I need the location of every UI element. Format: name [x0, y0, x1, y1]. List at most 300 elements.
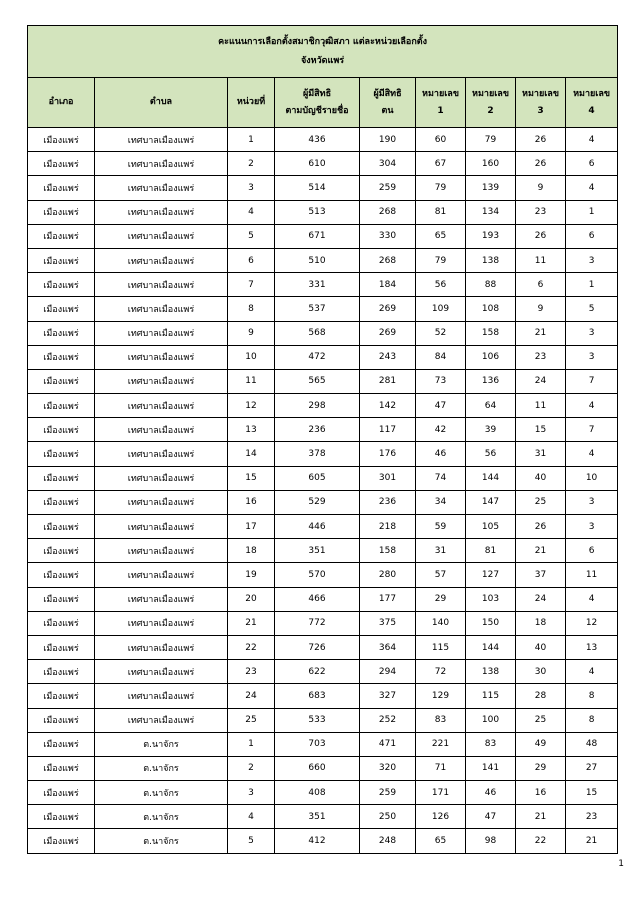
header-no-4-line-1: หมายเลข	[573, 88, 611, 99]
cell-unit: 3	[228, 781, 275, 805]
cell-no-2: 158	[466, 321, 516, 345]
table-row	[28, 321, 618, 345]
cell-voters: 269	[360, 321, 416, 345]
cell-no-1: 60	[416, 128, 466, 152]
cell-no-2: 115	[466, 684, 516, 708]
cell-voters: 117	[360, 418, 416, 442]
cell-no-4: 10	[566, 466, 618, 490]
cell-no-4: 13	[566, 635, 618, 659]
cell-no-3: 25	[516, 708, 566, 732]
cell-no-3: 16	[516, 781, 566, 805]
cell-amphoe: เมืองแพร่	[28, 539, 95, 563]
cell-voters: 320	[360, 756, 416, 780]
cell-tambon: เทศบาลเมืองแพร่	[95, 418, 228, 442]
cell-no-3: 9	[516, 176, 566, 200]
table-row	[28, 563, 618, 587]
cell-no-4: 4	[566, 660, 618, 684]
cell-amphoe: เมืองแพร่	[28, 152, 95, 176]
cell-tambon: เทศบาลเมืองแพร่	[95, 466, 228, 490]
cell-registered: 466	[275, 587, 360, 611]
cell-amphoe: เมืองแพร่	[28, 611, 95, 635]
cell-amphoe: เมืองแพร่	[28, 490, 95, 514]
cell-no-1: 115	[416, 635, 466, 659]
cell-no-1: 52	[416, 321, 466, 345]
cell-tambon: เทศบาลเมืองแพร่	[95, 248, 228, 272]
cell-unit: 3	[228, 176, 275, 200]
cell-amphoe: เมืองแพร่	[28, 708, 95, 732]
cell-unit: 19	[228, 563, 275, 587]
table-row	[28, 490, 618, 514]
cell-registered: 236	[275, 418, 360, 442]
cell-no-4: 27	[566, 756, 618, 780]
cell-no-2: 160	[466, 152, 516, 176]
cell-amphoe: เมืองแพร่	[28, 224, 95, 248]
cell-no-1: 83	[416, 708, 466, 732]
cell-no-2: 127	[466, 563, 516, 587]
cell-no-2: 139	[466, 176, 516, 200]
cell-no-4: 7	[566, 369, 618, 393]
cell-no-3: 21	[516, 805, 566, 829]
column-header-row	[28, 78, 618, 128]
cell-no-1: 171	[416, 781, 466, 805]
cell-no-2: 46	[466, 781, 516, 805]
cell-no-3: 11	[516, 248, 566, 272]
cell-tambon: ต.นาจักร	[95, 756, 228, 780]
cell-unit: 4	[228, 200, 275, 224]
table-row	[28, 248, 618, 272]
cell-voters: 158	[360, 539, 416, 563]
cell-no-3: 23	[516, 345, 566, 369]
cell-no-2: 144	[466, 466, 516, 490]
cell-amphoe: เมืองแพร่	[28, 781, 95, 805]
cell-no-3: 6	[516, 273, 566, 297]
cell-no-4: 4	[566, 442, 618, 466]
cell-no-2: 103	[466, 587, 516, 611]
cell-tambon: เทศบาลเมืองแพร่	[95, 152, 228, 176]
cell-tambon: เทศบาลเมืองแพร่	[95, 635, 228, 659]
cell-registered: 605	[275, 466, 360, 490]
cell-tambon: เทศบาลเมืองแพร่	[95, 345, 228, 369]
cell-tambon: เทศบาลเมืองแพร่	[95, 176, 228, 200]
cell-registered: 513	[275, 200, 360, 224]
cell-tambon: เทศบาลเมืองแพร่	[95, 369, 228, 393]
table-row	[28, 466, 618, 490]
header-no-2	[466, 78, 516, 128]
cell-registered: 298	[275, 394, 360, 418]
cell-voters: 252	[360, 708, 416, 732]
cell-no-2: 106	[466, 345, 516, 369]
cell-no-3: 24	[516, 369, 566, 393]
cell-no-1: 72	[416, 660, 466, 684]
cell-no-1: 46	[416, 442, 466, 466]
cell-no-4: 5	[566, 297, 618, 321]
cell-no-3: 49	[516, 732, 566, 756]
cell-unit: 23	[228, 660, 275, 684]
cell-registered: 412	[275, 829, 360, 853]
cell-no-3: 37	[516, 563, 566, 587]
cell-no-4: 7	[566, 418, 618, 442]
title-line-1: คะแนนการเลือกตั้งสมาชิกวุฒิสภา แต่ละหน่วยเลือกตั้ง	[218, 36, 428, 47]
cell-no-4: 3	[566, 515, 618, 539]
cell-no-1: 109	[416, 297, 466, 321]
cell-voters: 364	[360, 635, 416, 659]
cell-unit: 24	[228, 684, 275, 708]
cell-voters: 218	[360, 515, 416, 539]
cell-no-4: 12	[566, 611, 618, 635]
table-row	[28, 539, 618, 563]
cell-no-2: 81	[466, 539, 516, 563]
cell-no-4: 23	[566, 805, 618, 829]
cell-amphoe: เมืองแพร่	[28, 805, 95, 829]
cell-unit: 2	[228, 756, 275, 780]
header-unit: หน่วยที่	[228, 78, 275, 128]
cell-no-1: 57	[416, 563, 466, 587]
cell-voters: 281	[360, 369, 416, 393]
cell-tambon: เทศบาลเมืองแพร่	[95, 321, 228, 345]
cell-no-2: 83	[466, 732, 516, 756]
cell-no-4: 6	[566, 539, 618, 563]
cell-no-4: 3	[566, 248, 618, 272]
cell-amphoe: เมืองแพร่	[28, 684, 95, 708]
cell-no-3: 26	[516, 515, 566, 539]
cell-no-4: 6	[566, 224, 618, 248]
header-registered-line-1: ผู้มีสิทธิ	[302, 88, 332, 99]
cell-no-2: 98	[466, 829, 516, 853]
cell-no-4: 4	[566, 587, 618, 611]
cell-unit: 8	[228, 297, 275, 321]
header-registered-line-2: ตามบัญชีรายชื่อ	[285, 105, 349, 116]
cell-voters: 268	[360, 200, 416, 224]
cell-amphoe: เมืองแพร่	[28, 297, 95, 321]
table-row	[28, 418, 618, 442]
cell-no-3: 15	[516, 418, 566, 442]
cell-unit: 25	[228, 708, 275, 732]
cell-no-1: 81	[416, 200, 466, 224]
cell-registered: 351	[275, 539, 360, 563]
cell-tambon: เทศบาลเมืองแพร่	[95, 539, 228, 563]
cell-tambon: เทศบาลเมืองแพร่	[95, 587, 228, 611]
table-row	[28, 635, 618, 659]
cell-registered: 703	[275, 732, 360, 756]
cell-tambon: เทศบาลเมืองแพร่	[95, 128, 228, 152]
title-line-2: จังหวัดแพร่	[301, 55, 345, 66]
cell-voters: 259	[360, 781, 416, 805]
cell-registered: 622	[275, 660, 360, 684]
cell-voters: 330	[360, 224, 416, 248]
cell-no-3: 11	[516, 394, 566, 418]
cell-unit: 1	[228, 128, 275, 152]
cell-no-4: 8	[566, 708, 618, 732]
cell-amphoe: เมืองแพร่	[28, 756, 95, 780]
cell-tambon: เทศบาลเมืองแพร่	[95, 442, 228, 466]
cell-registered: 529	[275, 490, 360, 514]
table-row	[28, 297, 618, 321]
cell-voters: 176	[360, 442, 416, 466]
header-voters-line-2: ตน	[381, 105, 394, 116]
cell-unit: 17	[228, 515, 275, 539]
cell-registered: 568	[275, 321, 360, 345]
cell-no-1: 79	[416, 176, 466, 200]
cell-no-1: 84	[416, 345, 466, 369]
cell-no-2: 147	[466, 490, 516, 514]
cell-voters: 248	[360, 829, 416, 853]
header-voters-line-1: ผู้มีสิทธิ	[373, 88, 402, 99]
cell-registered: 537	[275, 297, 360, 321]
cell-amphoe: เมืองแพร่	[28, 369, 95, 393]
cell-no-2: 39	[466, 418, 516, 442]
cell-no-2: 56	[466, 442, 516, 466]
cell-unit: 20	[228, 587, 275, 611]
cell-tambon: เทศบาลเมืองแพร่	[95, 611, 228, 635]
cell-unit: 6	[228, 248, 275, 272]
cell-tambon: เทศบาลเมืองแพร่	[95, 515, 228, 539]
cell-no-3: 9	[516, 297, 566, 321]
cell-unit: 4	[228, 805, 275, 829]
cell-amphoe: เมืองแพร่	[28, 563, 95, 587]
cell-no-4: 6	[566, 152, 618, 176]
cell-no-2: 193	[466, 224, 516, 248]
cell-no-1: 221	[416, 732, 466, 756]
header-no-1	[416, 78, 466, 128]
cell-no-1: 126	[416, 805, 466, 829]
cell-no-3: 40	[516, 466, 566, 490]
cell-unit: 9	[228, 321, 275, 345]
header-no-2-line-1: หมายเลข	[472, 88, 509, 99]
cell-voters: 327	[360, 684, 416, 708]
cell-voters: 375	[360, 611, 416, 635]
table-row	[28, 684, 618, 708]
cell-voters: 268	[360, 248, 416, 272]
cell-tambon: ต.นาจักร	[95, 829, 228, 853]
cell-no-2: 141	[466, 756, 516, 780]
table-row	[28, 345, 618, 369]
table-row	[28, 128, 618, 152]
cell-unit: 1	[228, 732, 275, 756]
cell-unit: 13	[228, 418, 275, 442]
cell-no-2: 144	[466, 635, 516, 659]
cell-amphoe: เมืองแพร่	[28, 515, 95, 539]
cell-no-2: 138	[466, 660, 516, 684]
cell-tambon: ต.นาจักร	[95, 805, 228, 829]
cell-no-3: 26	[516, 128, 566, 152]
cell-no-3: 31	[516, 442, 566, 466]
cell-unit: 10	[228, 345, 275, 369]
cell-tambon: เทศบาลเมืองแพร่	[95, 200, 228, 224]
table-title	[28, 26, 618, 78]
cell-registered: 683	[275, 684, 360, 708]
table-row	[28, 224, 618, 248]
cell-voters: 269	[360, 297, 416, 321]
cell-no-1: 42	[416, 418, 466, 442]
header-no-3	[516, 78, 566, 128]
cell-no-4: 3	[566, 321, 618, 345]
table-row	[28, 611, 618, 635]
cell-no-4: 3	[566, 490, 618, 514]
cell-no-4: 4	[566, 176, 618, 200]
cell-voters: 190	[360, 128, 416, 152]
table-row	[28, 200, 618, 224]
cell-voters: 294	[360, 660, 416, 684]
cell-no-4: 1	[566, 273, 618, 297]
header-voters	[360, 78, 416, 128]
cell-amphoe: เมืองแพร่	[28, 200, 95, 224]
cell-amphoe: เมืองแพร่	[28, 128, 95, 152]
cell-registered: 514	[275, 176, 360, 200]
cell-no-1: 71	[416, 756, 466, 780]
table-row	[28, 781, 618, 805]
cell-unit: 16	[228, 490, 275, 514]
cell-registered: 472	[275, 345, 360, 369]
cell-no-4: 11	[566, 563, 618, 587]
cell-amphoe: เมืองแพร่	[28, 442, 95, 466]
cell-registered: 533	[275, 708, 360, 732]
cell-registered: 378	[275, 442, 360, 466]
cell-voters: 142	[360, 394, 416, 418]
header-tambon: ตำบล	[95, 78, 228, 128]
cell-no-2: 134	[466, 200, 516, 224]
cell-no-1: 140	[416, 611, 466, 635]
cell-amphoe: เมืองแพร่	[28, 829, 95, 853]
cell-no-1: 34	[416, 490, 466, 514]
header-no-1-line-1: หมายเลข	[422, 88, 459, 99]
cell-amphoe: เมืองแพร่	[28, 466, 95, 490]
cell-registered: 772	[275, 611, 360, 635]
cell-voters: 259	[360, 176, 416, 200]
cell-registered: 610	[275, 152, 360, 176]
cell-no-1: 73	[416, 369, 466, 393]
cell-tambon: เทศบาลเมืองแพร่	[95, 224, 228, 248]
cell-no-4: 8	[566, 684, 618, 708]
cell-amphoe: เมืองแพร่	[28, 660, 95, 684]
header-no-3-line-2: 3	[537, 105, 544, 116]
cell-tambon: เทศบาลเมืองแพร่	[95, 708, 228, 732]
cell-voters: 471	[360, 732, 416, 756]
table-row	[28, 273, 618, 297]
cell-no-1: 47	[416, 394, 466, 418]
cell-no-2: 88	[466, 273, 516, 297]
cell-amphoe: เมืองแพร่	[28, 418, 95, 442]
cell-tambon: เทศบาลเมืองแพร่	[95, 490, 228, 514]
cell-voters: 304	[360, 152, 416, 176]
cell-amphoe: เมืองแพร่	[28, 345, 95, 369]
cell-registered: 660	[275, 756, 360, 780]
cell-no-3: 28	[516, 684, 566, 708]
cell-registered: 331	[275, 273, 360, 297]
cell-unit: 5	[228, 829, 275, 853]
cell-tambon: เทศบาลเมืองแพร่	[95, 684, 228, 708]
cell-no-1: 79	[416, 248, 466, 272]
cell-no-1: 65	[416, 829, 466, 853]
table-row	[28, 732, 618, 756]
header-no-3-line-1: หมายเลข	[522, 88, 559, 99]
cell-unit: 2	[228, 152, 275, 176]
table-row	[28, 152, 618, 176]
table-row	[28, 587, 618, 611]
table-row	[28, 176, 618, 200]
cell-no-4: 48	[566, 732, 618, 756]
cell-no-1: 129	[416, 684, 466, 708]
header-amphoe: อำเภอ	[28, 78, 95, 128]
election-results-table	[27, 25, 618, 854]
cell-registered: 408	[275, 781, 360, 805]
cell-no-3: 23	[516, 200, 566, 224]
cell-unit: 5	[228, 224, 275, 248]
cell-registered: 446	[275, 515, 360, 539]
cell-unit: 15	[228, 466, 275, 490]
cell-registered: 671	[275, 224, 360, 248]
table-row	[28, 756, 618, 780]
table-row	[28, 708, 618, 732]
cell-amphoe: เมืองแพร่	[28, 587, 95, 611]
cell-voters: 236	[360, 490, 416, 514]
cell-no-1: 31	[416, 539, 466, 563]
cell-no-4: 4	[566, 394, 618, 418]
cell-no-4: 15	[566, 781, 618, 805]
cell-no-4: 1	[566, 200, 618, 224]
table-row	[28, 515, 618, 539]
cell-no-4: 4	[566, 128, 618, 152]
cell-amphoe: เมืองแพร่	[28, 732, 95, 756]
cell-no-3: 24	[516, 587, 566, 611]
table-row	[28, 829, 618, 853]
cell-no-1: 74	[416, 466, 466, 490]
cell-amphoe: เมืองแพร่	[28, 635, 95, 659]
cell-no-1: 67	[416, 152, 466, 176]
cell-unit: 18	[228, 539, 275, 563]
cell-tambon: เทศบาลเมืองแพร่	[95, 563, 228, 587]
cell-no-2: 79	[466, 128, 516, 152]
page-number: 1	[618, 859, 624, 869]
cell-no-3: 26	[516, 224, 566, 248]
cell-amphoe: เมืองแพร่	[28, 248, 95, 272]
header-registered	[275, 78, 360, 128]
cell-no-3: 26	[516, 152, 566, 176]
cell-amphoe: เมืองแพร่	[28, 321, 95, 345]
table-row	[28, 394, 618, 418]
cell-amphoe: เมืองแพร่	[28, 176, 95, 200]
header-no-2-line-2: 2	[487, 105, 494, 116]
cell-unit: 7	[228, 273, 275, 297]
cell-voters: 177	[360, 587, 416, 611]
cell-voters: 301	[360, 466, 416, 490]
cell-no-3: 22	[516, 829, 566, 853]
cell-no-2: 105	[466, 515, 516, 539]
cell-tambon: ต.นาจักร	[95, 732, 228, 756]
cell-tambon: เทศบาลเมืองแพร่	[95, 660, 228, 684]
cell-no-2: 64	[466, 394, 516, 418]
cell-no-2: 150	[466, 611, 516, 635]
header-no-1-line-2: 1	[437, 105, 444, 116]
cell-no-2: 100	[466, 708, 516, 732]
cell-registered: 351	[275, 805, 360, 829]
header-no-4-line-2: 4	[588, 105, 595, 116]
table-row	[28, 660, 618, 684]
cell-registered: 726	[275, 635, 360, 659]
cell-no-4: 21	[566, 829, 618, 853]
cell-no-3: 30	[516, 660, 566, 684]
cell-amphoe: เมืองแพร่	[28, 394, 95, 418]
cell-no-3: 40	[516, 635, 566, 659]
title-row	[28, 26, 618, 78]
cell-no-4: 3	[566, 345, 618, 369]
cell-no-1: 56	[416, 273, 466, 297]
cell-voters: 243	[360, 345, 416, 369]
cell-no-3: 25	[516, 490, 566, 514]
table-row	[28, 442, 618, 466]
cell-tambon: เทศบาลเมืองแพร่	[95, 297, 228, 321]
cell-no-2: 136	[466, 369, 516, 393]
header-no-4	[566, 78, 618, 128]
